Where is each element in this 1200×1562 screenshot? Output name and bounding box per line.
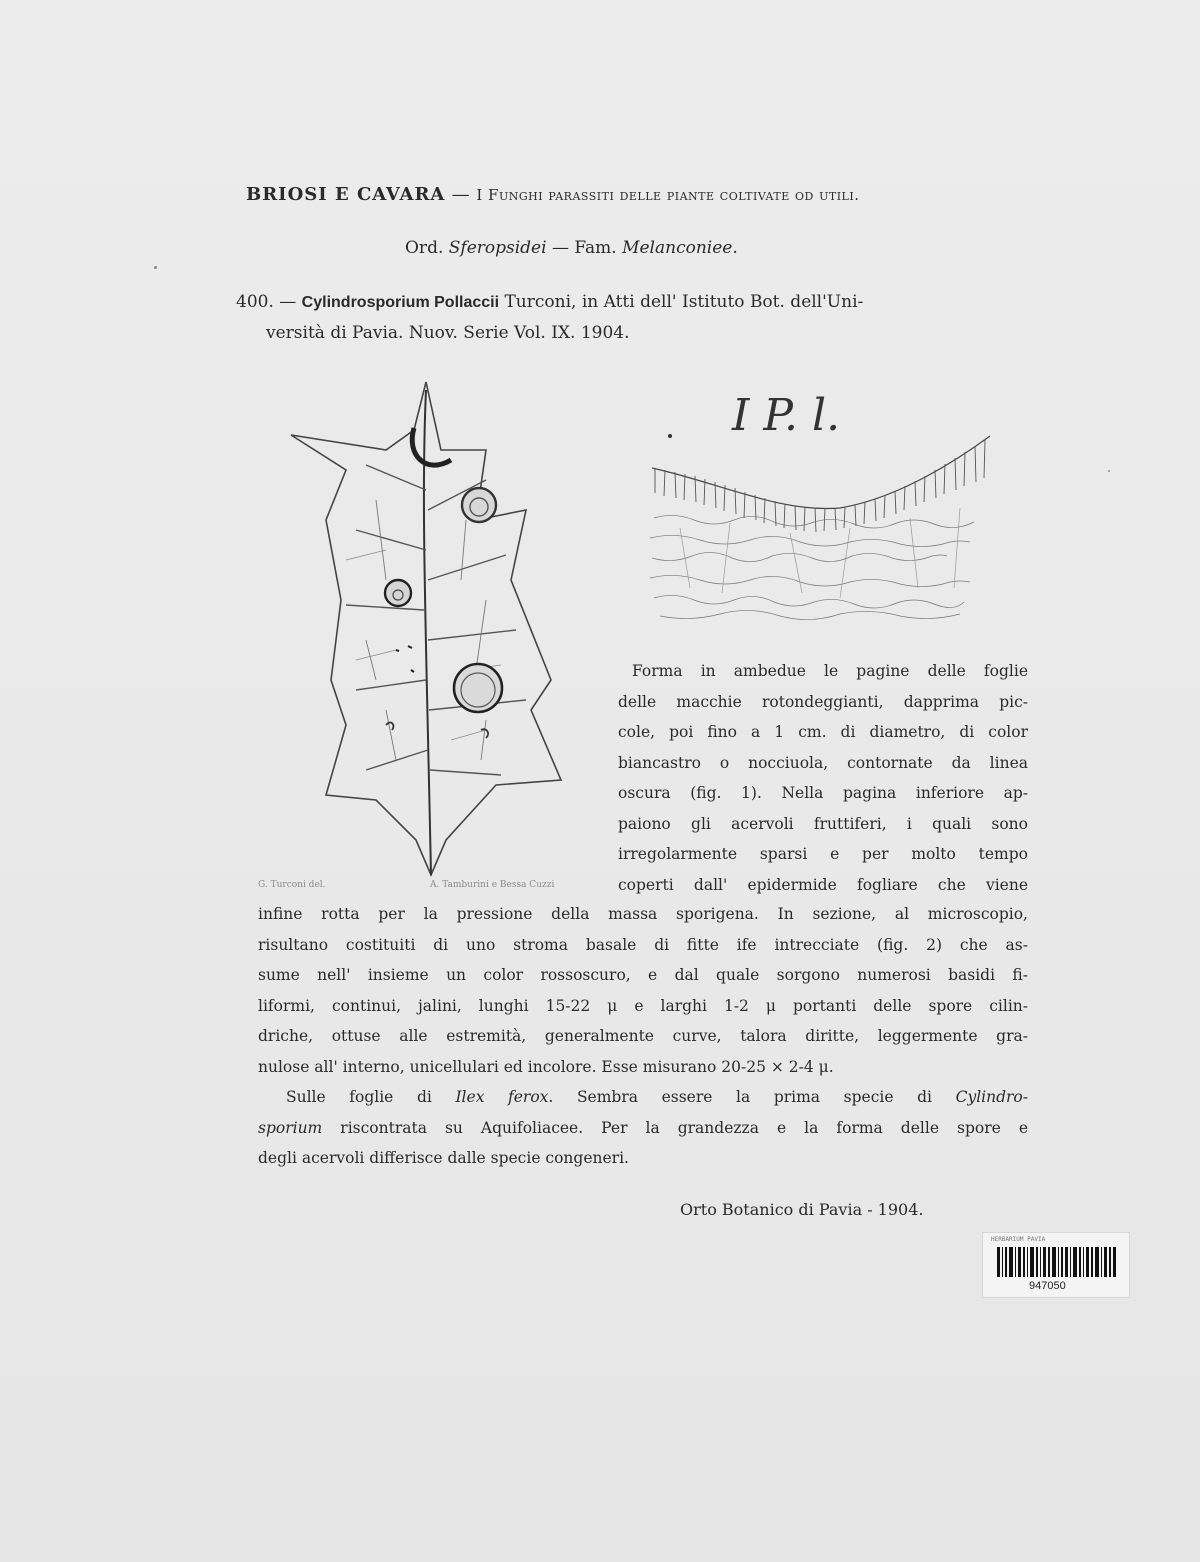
description-line: paiono gli acervoli fruttiferi, i quali sono (618, 814, 1028, 833)
species-entry (236, 287, 1026, 348)
description-full-width (258, 899, 1028, 1082)
description-line: nulose all' interno, unicellulari ed incolore. Esse misurano 20-25 × 2-4 μ. (258, 1057, 834, 1076)
figure-1-caption-artist: G. Turconi del. (258, 880, 326, 890)
description-line: driche, ottuse alle estremità, generalmente curve, talora diritte, leggermente gra- (258, 1027, 1028, 1045)
description-line: oscura (fig. 1). Nella pagina inferiore ap- (618, 784, 1028, 802)
figure-2-label: I P. l. (732, 390, 841, 441)
description-side-column (618, 656, 1028, 900)
barcode-number: 947050 (1029, 1280, 1066, 1292)
host-note-line (258, 1082, 1028, 1113)
header-authors: BRIOSI E CAVARA (246, 184, 446, 205)
description-line: coperti dall' epidermide fogliare che viene (618, 875, 1028, 894)
paper-speck (154, 266, 157, 269)
figure-1-caption-printer: A. Tamburini e Bessa Cuzzi (430, 880, 555, 890)
order-separator: — (551, 238, 569, 258)
barcode-label (982, 1232, 1130, 1298)
genus-name: Cylindro- (955, 1088, 1028, 1106)
acervulus-section-illustration (640, 368, 1000, 630)
species-citation-1: Turconi, in Atti dell' Istituto Bot. dell'Uni- (504, 292, 864, 312)
stroma-hatching (650, 508, 974, 620)
host-note-text: riscontrata su Aquifoliacee. Per la grandezza e la forma delle spore e (322, 1118, 1028, 1137)
paper-speck (1108, 470, 1110, 472)
header-line (246, 184, 1006, 205)
host-note-paragraph (258, 1082, 1028, 1174)
description-line: liformi, continui, jalini, lunghi 15-22 μ e larghi 1-2 μ portanti delle spore cilin- (258, 996, 1028, 1015)
host-note-line (258, 1113, 1028, 1144)
species-number: 400. — (236, 292, 297, 312)
host-note-text: . Sembra essere la prima specie di (548, 1088, 956, 1106)
species-name: Cylindrosporium Pollaccii (301, 294, 500, 311)
order-label: Ord. (405, 238, 444, 258)
signoff: Orto Botanico di Pavia - 1904. (680, 1200, 924, 1219)
description-line: Forma in ambedue le pagine delle foglie (632, 662, 1028, 680)
family-label: Fam. (574, 238, 617, 258)
description-line: delle macchie rotondeggianti, dapprima pic- (618, 692, 1028, 711)
description-line: cole, poi fino a 1 cm. di diametro, di color (618, 723, 1028, 741)
description-line: infine rotta per la pressione della massa sporigena. In sezione, al microscopio, (258, 905, 1028, 923)
description-line: irregolarmente sparsi e per molto tempo (618, 845, 1028, 863)
leaf-illustration (286, 380, 586, 880)
description-line: sume nell' insieme un color rossoscuro, e dal quale sorgono numerosi basidi fi- (258, 966, 1028, 984)
order-name: Sferopsidei (448, 238, 547, 258)
species-citation-2: versità di Pavia. Nuov. Serie Vol. IX. 1904. (266, 323, 630, 343)
description-line: risultano costituiti di uno stroma basale di fitte ife intrecciate (fig. 2) che as- (258, 935, 1028, 954)
host-note-text: Sulle foglie di (286, 1088, 456, 1106)
barcode-header: HERBARIUM PAVIA (991, 1236, 1046, 1243)
header-dash: — (451, 184, 471, 205)
host-name: Ilex ferox (455, 1088, 549, 1106)
header-title: I Funghi parassiti delle piante coltivate od utili. (476, 186, 860, 204)
barcode-icon (997, 1247, 1117, 1277)
genus-name: sporium (258, 1118, 323, 1137)
description-line: biancastro o nocciuola, contornate da linea (618, 753, 1028, 772)
family-name: Melanconiee. (622, 238, 738, 258)
host-note-line: degli acervoli differisce dalle specie congeneri. (258, 1149, 629, 1167)
order-family-line (405, 238, 865, 258)
